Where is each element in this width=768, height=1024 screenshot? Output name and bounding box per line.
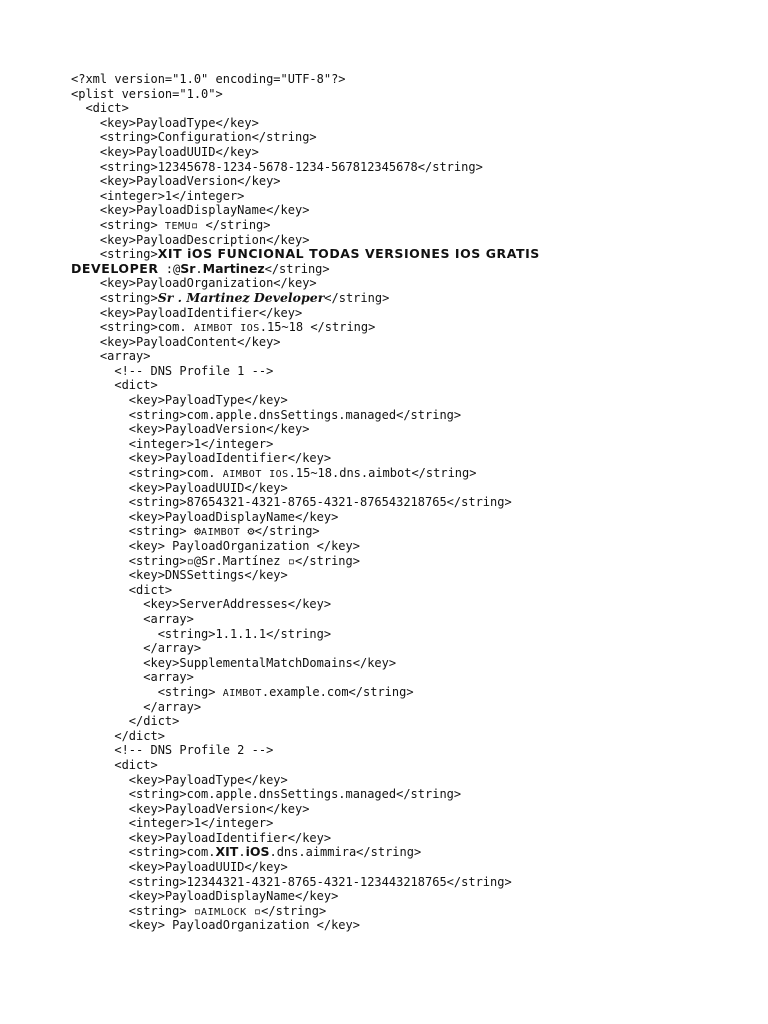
profile2-key-organization: <key> PayloadOrganization </key> [71,918,360,933]
string-match-domain: <string> AIMBOT.example.com</string> [71,684,414,699]
string-description: <string>XIT iOS FUNCIONAL TODAS VERSIONES IOS GRATIS [71,246,540,262]
profile2-integer-version: <integer>1</integer> [71,816,274,831]
key-payload-description: <key>PayloadDescription</key> [71,232,310,247]
string-payload-uuid: <string>12345678-1234-5678-1234-567812345678</string> [71,159,483,174]
profile2-string-uuid: <string>12344321-4321-8765-4321-123443218765</string> [71,874,512,889]
profile2-dict-open: <dict> [71,757,158,772]
comment-dns-profile-2: <!-- DNS Profile 2 --> [71,743,274,758]
profile1-key-type: <key>PayloadType</key> [71,393,288,408]
plist-document [71,72,761,933]
profile1-key-uuid: <key>PayloadUUID</key> [71,480,288,495]
profile2-string-type: <string>com.apple.dnsSettings.managed</string> [71,787,462,802]
profile1-dict-close: </dict> [71,728,165,743]
profile2-string-identifier: <string>com.XIT.iOS.dns.aimmira</string> [71,844,422,860]
profile2-key-version: <key>PayloadVersion</key> [71,801,310,816]
profile1-key-organization: <key> PayloadOrganization </key> [71,539,360,553]
profile2-key-uuid: <key>PayloadUUID</key> [71,860,288,875]
key-server-addresses: <key>ServerAddresses</key> [71,597,332,612]
key-payload-type: <key>PayloadType</key> [71,115,259,130]
profile2-key-type: <key>PayloadType</key> [71,772,288,787]
key-payload-content: <key>PayloadContent</key> [71,334,281,349]
key-payload-display-name: <key>PayloadDisplayName</key> [71,203,310,218]
server-array-close: </array> [71,641,202,656]
string-identifier: <string>com. AIMBOT IOS.15~18 </string> [71,320,376,335]
organization-italic-text: Sr . Martinez Developer [157,289,325,305]
profile1-key-version: <key>PayloadVersion</key> [71,422,310,437]
key-payload-version: <key>PayloadVersion</key> [71,174,281,189]
profile1-dict-open: <dict> [71,378,158,393]
profile2-string-display-name: <string> ▫AIMLOCK ▫</string> [71,903,327,918]
profile2-key-identifier: <key>PayloadIdentifier</key> [71,830,332,845]
profile1-key-display-name: <key>PayloadDisplayName</key> [71,509,339,524]
temu-text: TEMU [164,220,192,232]
string-server-address: <string>1.1.1.1</string> [71,626,332,641]
profile1-string-organization: <string>▫@Sr.Martínez ▫</string> [71,553,360,568]
profile2-key-display-name: <key>PayloadDisplayName</key> [71,889,339,904]
key-payload-identifier: <key>PayloadIdentifier</key> [71,305,303,320]
key-payload-organization: <key>PayloadOrganization</key> [71,276,317,291]
description-bold-text: XIT iOS FUNCIONAL TODAS VERSIONES IOS GRATIS [157,246,540,262]
string-description-continued: DEVELOPER :@Sr.Martinez</string> [71,260,330,276]
xml-declaration: <?xml version="1.0" encoding="UTF-8"?> [71,72,346,86]
profile1-string-display-name: <string> ⚙AIMBOT ⚙</string> [71,524,320,539]
plist-open: <plist version="1.0"> [71,86,223,101]
array-open: <array> [71,349,151,364]
profile1-key-identifier: <key>PayloadIdentifier</key> [71,451,332,466]
profile1-key-dns-settings: <key>DNSSettings</key> [71,568,288,583]
dns-settings-dict-open: <dict> [71,582,173,597]
dns-settings-dict-close: </dict> [71,714,180,729]
dict-open: <dict> [71,101,129,116]
key-supplemental-match-domains: <key>SupplementalMatchDomains</key> [71,655,397,670]
domains-array-open: <array> [71,670,194,685]
server-array-open: <array> [71,611,194,626]
developer-bold-text: DEVELOPER [71,260,159,276]
string-display-name: <string> TEMU▫ </string> [71,217,271,232]
gear-icon: <string> ⚙ [71,524,202,539]
profile1-string-identifier: <string>com. AIMBOT IOS.15~18.dns.aimbot</string> [71,466,477,481]
profile1-string-uuid: <string>87654321-4321-8765-4321-876543218765</string> [71,495,512,510]
string-configuration: <string>Configuration</string> [71,130,317,145]
string-organization: <string>Sr . Martinez Developer</string> [71,289,390,305]
domains-array-close: </array> [71,699,202,714]
comment-dns-profile-1: <!-- DNS Profile 1 --> [71,363,274,378]
profile1-integer-version: <integer>1</integer> [71,436,274,451]
key-payload-uuid: <key>PayloadUUID</key> [71,144,259,159]
profile1-string-type: <string>com.apple.dnsSettings.managed</string> [71,407,462,422]
integer-version: <integer>1</integer> [71,188,245,203]
